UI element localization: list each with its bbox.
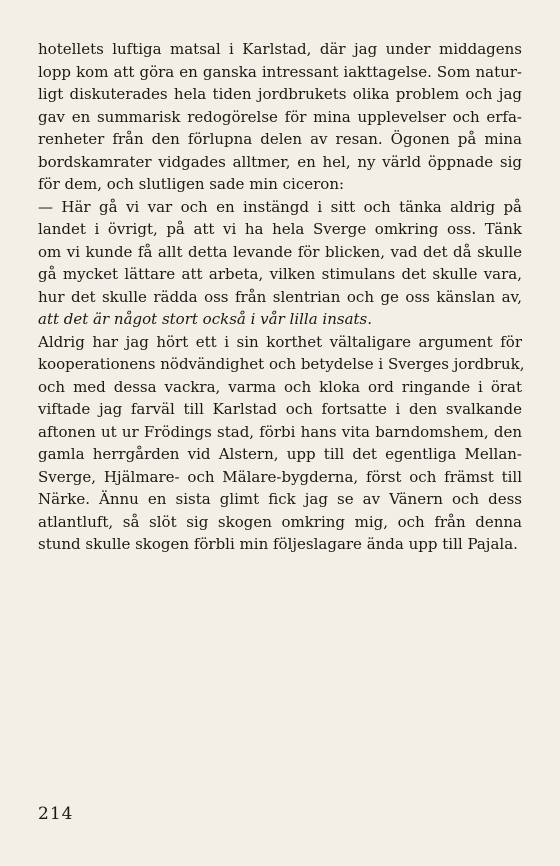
text-line-12: hur det skulle rädda oss från slentrian och ge oss känslan av,	[38, 287, 522, 306]
text-line-16: och med dessa vackra, varma och kloka ord ringande i örat	[38, 377, 522, 396]
text-line-18: aftonen ut ur Frödings stad, förbi hans vita barndomshem, den	[38, 422, 522, 441]
text-line-21: Närke. Ännu en sista glimt fick jag se av Vänern och dess	[38, 490, 522, 508]
text-line-22: atlantluft, så slöt sig skogen omkring mig, och från denna	[38, 512, 522, 531]
text-line-6: bordskamrater vidgades alltmer, en hel, ny värld öppnade sig	[38, 152, 522, 171]
text-line-13: att det är något stort också i vår lilla insats.	[38, 310, 373, 328]
text-line-5: renheter från den förlupna delen av resan. Ögonen på mina	[38, 130, 522, 148]
text-line-3: ligt diskuterades hela tiden jordbrukets olika problem och jag	[38, 85, 522, 103]
text-line-15: kooperationens nödvändighet och betydelse i Sverges jordbruk,	[38, 355, 525, 373]
text-line-23: stund skulle skogen förbli min följeslagare ända upp till Pajala.	[38, 535, 518, 553]
text-line-14: Aldrig har jag hört ett i sin korthet vältaligare argument för	[38, 332, 522, 351]
text-line-11: gå mycket lättare att arbeta, vilken stimulans det skulle vara,	[38, 265, 522, 283]
text-line-4: gav en summarisk redogörelse för mina upplevelser och erfa-	[38, 107, 522, 126]
text-line-1: hotellets luftiga matsal i Karlstad, där jag under middagens	[38, 40, 522, 58]
text-line-7: för dem, och slutligen sade min ciceron:	[38, 175, 345, 193]
body-text	[38, 38, 525, 556]
text-line-10: om vi kunde få allt detta levande för blicken, vad det då skulle	[38, 242, 522, 261]
text-line-20: Sverge, Hjälmare- och Mälare-bygderna, först och främst till	[38, 467, 522, 486]
page-number: 214	[38, 804, 74, 824]
text-line-17: viftade jag farväl till Karlstad och fortsatte i den svalkande	[38, 400, 522, 418]
text-line-2: lopp kom att göra en ganska intressant iakttagelse. Som natur-	[38, 62, 522, 81]
text-line-19: gamla herrgården vid Alstern, upp till det egentliga Mellan-	[38, 445, 522, 463]
text-line-9: landet i övrigt, på att vi ha hela Sverge omkring oss. Tänk	[38, 220, 522, 238]
text-line-8: — Här gå vi var och en instängd i sitt och tänka aldrig på	[38, 197, 522, 216]
